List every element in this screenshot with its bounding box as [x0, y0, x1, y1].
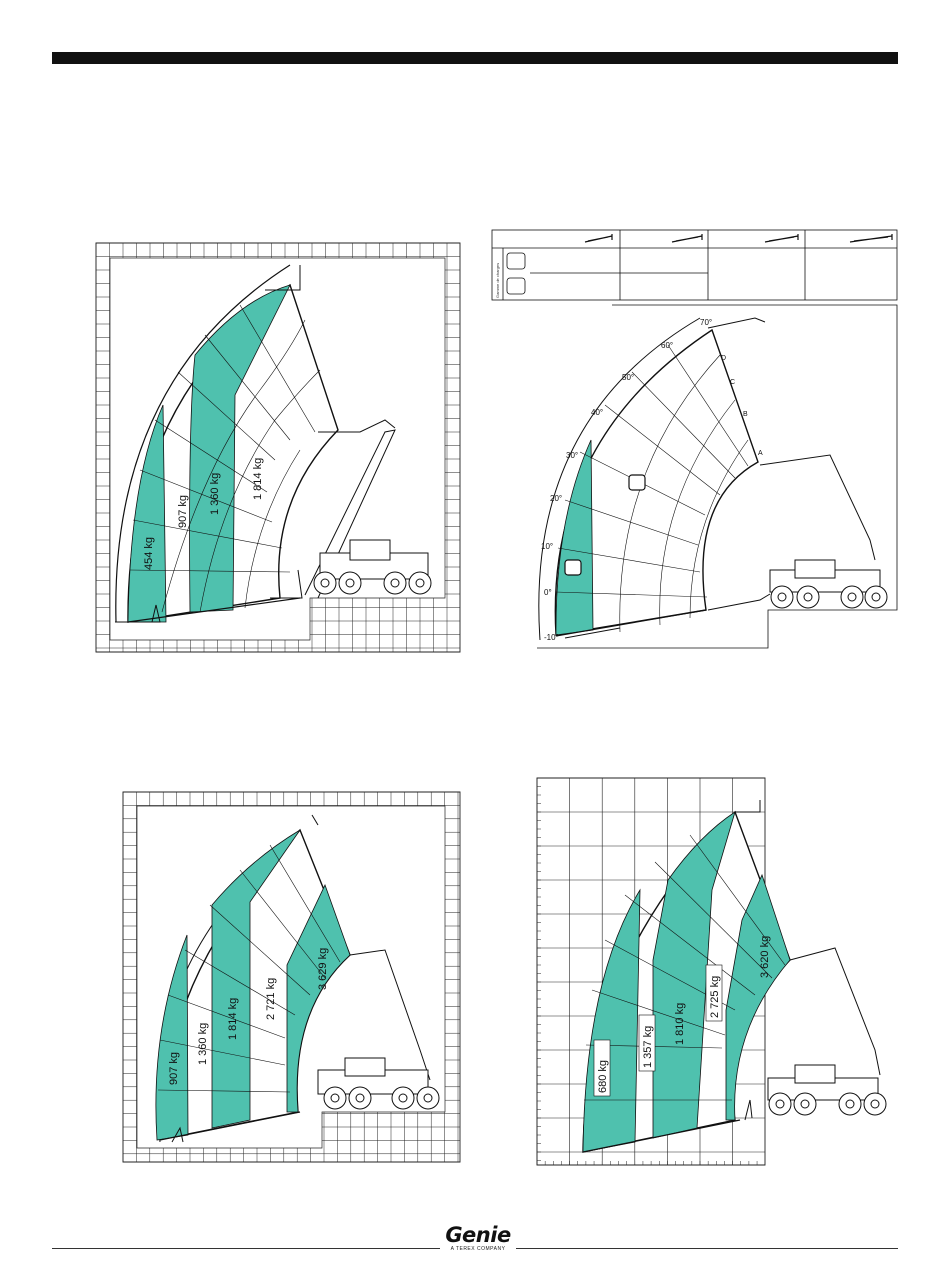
label-680kg: 680 kg	[597, 1059, 609, 1093]
logo-text: Genie	[445, 1223, 511, 1247]
label-907kg: 907 kg	[168, 1051, 180, 1085]
label-907kg: 907 kg	[177, 494, 189, 528]
label-454kg: 454 kg	[143, 536, 155, 570]
section-a: A	[758, 450, 763, 457]
label-1360kg: 1 360 kg	[197, 1022, 209, 1065]
section-b: B	[743, 411, 748, 418]
label-1360kg: 1 360 kg	[209, 472, 221, 515]
label-2721kg: 2 721 kg	[265, 977, 277, 1020]
label-2725kg: 2 725 kg	[709, 975, 721, 1018]
genie-logo	[440, 1224, 516, 1252]
label-1810kg: 1 810 kg	[674, 1002, 686, 1045]
label-1357kg: 1 357 kg	[642, 1025, 654, 1068]
angle-0: 0°	[544, 588, 552, 597]
label-1814kg: 1 814 kg	[227, 997, 239, 1040]
angle-30: 30°	[566, 451, 579, 460]
section-c: C	[730, 379, 736, 386]
footer-line-left	[52, 1248, 440, 1249]
angle-50: 50°	[622, 373, 635, 382]
label-3629kg: 3 629 kg	[317, 947, 329, 990]
logo-subtext: A TEREX COMPANY	[450, 1246, 506, 1252]
section-d: D	[721, 355, 727, 362]
label-1814kg: 1 814 kg	[252, 457, 264, 500]
angle-70: 70°	[700, 318, 713, 327]
angle-10: 10°	[541, 542, 554, 551]
angle-minus10: -10°	[544, 633, 559, 642]
label-3620kg: 3 620 kg	[759, 935, 771, 978]
angle-40: 40°	[591, 408, 604, 417]
angle-60: 60°	[661, 341, 674, 350]
table-vertical-label: Gamme de charges	[495, 262, 500, 298]
chart-4-zone-680	[583, 890, 640, 1152]
angle-20: 20°	[550, 494, 563, 503]
footer-line-right	[516, 1248, 898, 1249]
